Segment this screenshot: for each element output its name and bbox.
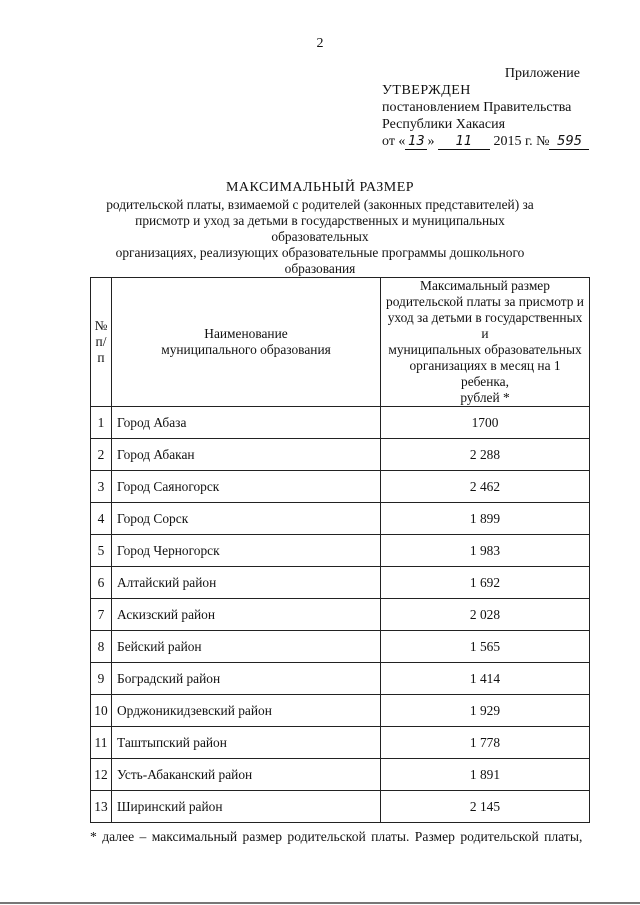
row-number: 7 <box>91 599 112 631</box>
municipality-name: Город Черногорск <box>112 535 381 567</box>
municipality-name: Город Абаза <box>112 407 381 439</box>
max-fee-value: 2 028 <box>381 599 590 631</box>
date-day-handwritten: 13 <box>405 135 427 150</box>
decree-number-handwritten: 595 <box>549 135 589 150</box>
table-row <box>91 407 590 439</box>
appendix-label: Приложение <box>504 66 580 81</box>
row-number: 11 <box>91 727 112 759</box>
row-number: 5 <box>91 535 112 567</box>
row-number: 1 <box>91 407 112 439</box>
page-number: 2 <box>316 36 324 51</box>
table-row <box>91 631 590 663</box>
max-fee-value: 1 692 <box>381 567 590 599</box>
table-row <box>91 599 590 631</box>
approval-block <box>382 82 622 150</box>
municipality-name: Бейский район <box>112 631 381 663</box>
header-number-line: п/ <box>95 334 107 349</box>
table-header-row <box>91 278 590 407</box>
row-number: 10 <box>91 695 112 727</box>
table-row <box>91 759 590 791</box>
decree-date-line <box>382 133 622 150</box>
max-fee-value: 1 778 <box>381 727 590 759</box>
max-fee-value: 1 565 <box>381 631 590 663</box>
header-municipality <box>112 278 381 407</box>
table-row <box>91 439 590 471</box>
decree-line-2: Республики Хакасия <box>382 117 506 132</box>
header-municipality-line: Наименование <box>204 326 288 341</box>
max-fee-value: 2 288 <box>381 439 590 471</box>
municipality-name: Боградский район <box>112 663 381 695</box>
row-number: 12 <box>91 759 112 791</box>
date-prefix: от « <box>382 134 406 149</box>
row-number: 6 <box>91 567 112 599</box>
table-row <box>91 727 590 759</box>
max-fee-value: 1700 <box>381 407 590 439</box>
approved-heading: УТВЕРЖДЕН <box>382 83 471 98</box>
max-fee-value: 1 899 <box>381 503 590 535</box>
row-number: 8 <box>91 631 112 663</box>
max-fee-value: 2 145 <box>381 791 590 823</box>
max-fee-value: 1 929 <box>381 695 590 727</box>
row-number: 13 <box>91 791 112 823</box>
table-row <box>91 535 590 567</box>
table-row <box>91 791 590 823</box>
municipality-name: Аскизский район <box>112 599 381 631</box>
header-number <box>91 278 112 407</box>
fees-table <box>90 277 590 823</box>
header-fee-line: Максимальный размер <box>420 278 550 293</box>
table-row <box>91 503 590 535</box>
municipality-name: Алтайский район <box>112 567 381 599</box>
header-fee-line: рублей * <box>460 390 510 405</box>
header-max-fee <box>381 278 590 407</box>
table-row <box>91 567 590 599</box>
subtitle-line-2: присмотр и уход за детьми в государственных и муниципальных образовательных <box>135 213 505 244</box>
header-fee-line: уход за детьми в государственных и <box>387 310 583 341</box>
municipality-name: Орджоникидзевский район <box>112 695 381 727</box>
municipality-name: Ширинский район <box>112 791 381 823</box>
document-subtitle <box>90 197 550 277</box>
header-number-line: п <box>97 350 105 365</box>
max-fee-value: 2 462 <box>381 471 590 503</box>
date-mid: » <box>427 134 435 149</box>
max-fee-value: 1 414 <box>381 663 590 695</box>
row-number: 9 <box>91 663 112 695</box>
header-municipality-line: муниципального образования <box>161 342 331 357</box>
header-number-line: № <box>94 318 108 333</box>
municipality-name: Город Сорск <box>112 503 381 535</box>
date-year: 2015 г. № <box>493 134 550 149</box>
header-fee-line: организациях в месяц на 1 ребенка, <box>409 358 561 389</box>
subtitle-line-4: образования <box>284 261 356 276</box>
row-number: 4 <box>91 503 112 535</box>
table-row <box>91 695 590 727</box>
header-fee-line: муниципальных образовательных <box>388 342 582 357</box>
municipality-name: Город Абакан <box>112 439 381 471</box>
footnote: * далее – максимальный размер родительской платы. Размер родительской платы, <box>90 829 583 844</box>
municipality-name: Таштыпский район <box>112 727 381 759</box>
row-number: 3 <box>91 471 112 503</box>
municipality-name: Город Саяногорск <box>112 471 381 503</box>
subtitle-line-3: организациях, реализующих образовательные программы дошкольного <box>115 245 525 260</box>
decree-line-1: постановлением Правительства <box>382 100 572 115</box>
date-month-handwritten: 11 <box>438 135 490 150</box>
municipality-name: Усть-Абаканский район <box>112 759 381 791</box>
document-title: МАКСИМАЛЬНЫЙ РАЗМЕР <box>225 180 415 195</box>
max-fee-value: 1 983 <box>381 535 590 567</box>
row-number: 2 <box>91 439 112 471</box>
subtitle-line-1: родительской платы, взимаемой с родителей (законных представителей) за <box>106 197 534 212</box>
table-row <box>91 471 590 503</box>
table-row <box>91 663 590 695</box>
header-fee-line: родительской платы за присмотр и <box>386 294 584 309</box>
max-fee-value: 1 891 <box>381 759 590 791</box>
page-bottom-edge <box>0 902 640 904</box>
